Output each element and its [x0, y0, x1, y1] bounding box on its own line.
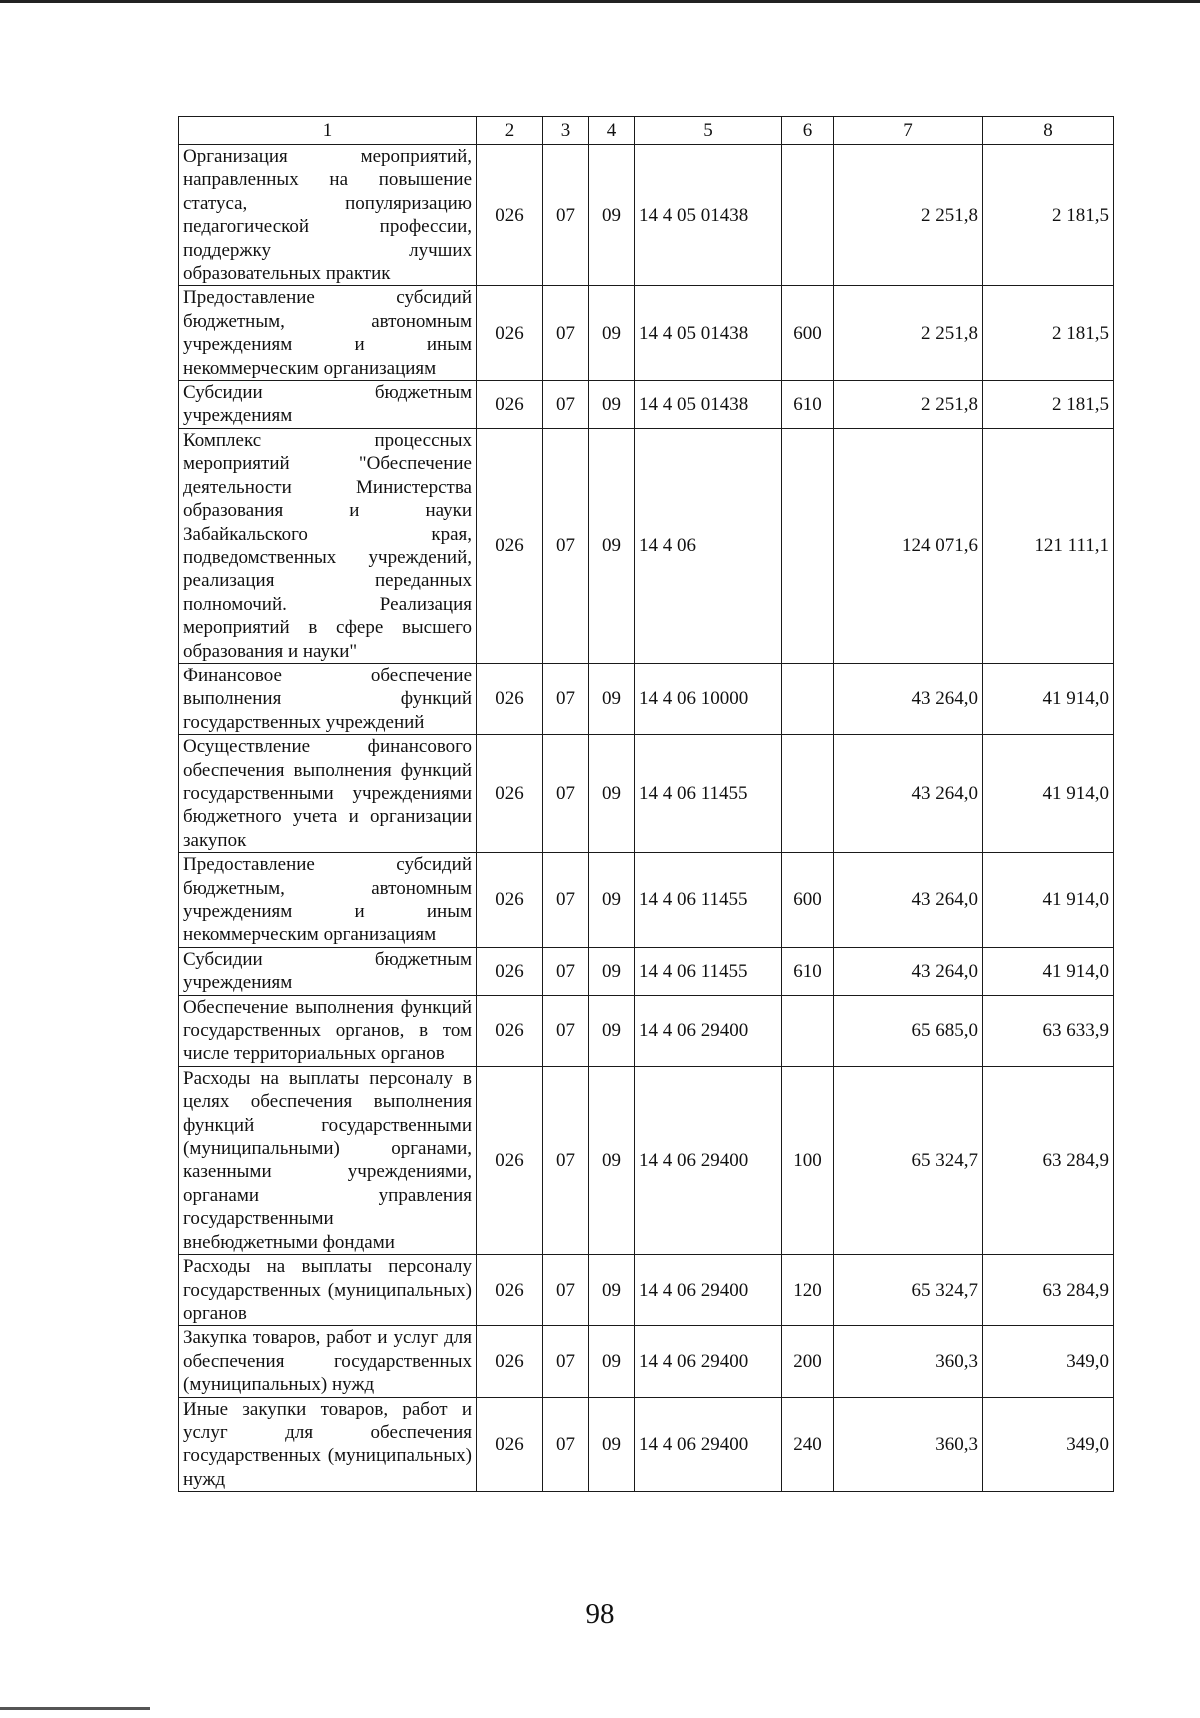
- expense-type-cell: 120: [782, 1255, 834, 1326]
- section-code-cell: 07: [543, 995, 589, 1066]
- amount-year1-cell: 43 264,0: [834, 663, 983, 734]
- ministry-code-cell: 026: [477, 1326, 543, 1397]
- amount-year1-cell: 2 251,8: [834, 145, 983, 286]
- target-article-cell: 14 4 06 29400: [635, 1255, 782, 1326]
- section-code-cell: 07: [543, 428, 589, 663]
- expense-type-cell: [782, 663, 834, 734]
- item-name-cell: Субсидии бюджетным учреждениям: [179, 381, 477, 429]
- amount-year2-cell: 41 914,0: [983, 947, 1114, 995]
- header-cell: 3: [543, 117, 589, 145]
- section-code-cell: 07: [543, 1326, 589, 1397]
- amount-year2-cell: 63 284,9: [983, 1066, 1114, 1254]
- expense-type-cell: 600: [782, 853, 834, 948]
- ministry-code-cell: 026: [477, 947, 543, 995]
- subsection-code-cell: 09: [589, 1255, 635, 1326]
- table-row: [179, 853, 1114, 948]
- target-article-cell: 14 4 06 11455: [635, 947, 782, 995]
- amount-year1-cell: 65 324,7: [834, 1255, 983, 1326]
- item-name-cell: Расходы на выплаты персоналу в целях обеспечения выполнения функций государственными (муниципальными) органами, казенными учреждениями, органами управления государственными внебюджетными фондами: [179, 1066, 477, 1254]
- subsection-code-cell: 09: [589, 286, 635, 381]
- subsection-code-cell: 09: [589, 853, 635, 948]
- table-row: [179, 1066, 1114, 1254]
- target-article-cell: 14 4 06 29400: [635, 1397, 782, 1492]
- table-row: [179, 286, 1114, 381]
- section-code-cell: 07: [543, 1066, 589, 1254]
- amount-year2-cell: 41 914,0: [983, 735, 1114, 853]
- table-row: [179, 1326, 1114, 1397]
- subsection-code-cell: 09: [589, 995, 635, 1066]
- table-row: [179, 381, 1114, 429]
- section-code-cell: 07: [543, 853, 589, 948]
- subsection-code-cell: 09: [589, 145, 635, 286]
- item-name-cell: Организация мероприятий, направленных на повышение статуса, популяризацию педагогической профессии, поддержку лучших образовательных практик: [179, 145, 477, 286]
- item-name-cell: Предоставление субсидий бюджетным, автономным учреждениям и иным некоммерческим организациям: [179, 853, 477, 948]
- expense-type-cell: 240: [782, 1397, 834, 1492]
- ministry-code-cell: 026: [477, 1255, 543, 1326]
- amount-year2-cell: 349,0: [983, 1326, 1114, 1397]
- subsection-code-cell: 09: [589, 1397, 635, 1492]
- subsection-code-cell: 09: [589, 381, 635, 429]
- amount-year1-cell: 43 264,0: [834, 947, 983, 995]
- amount-year2-cell: 2 181,5: [983, 381, 1114, 429]
- section-code-cell: 07: [543, 145, 589, 286]
- expense-type-cell: [782, 428, 834, 663]
- ministry-code-cell: 026: [477, 995, 543, 1066]
- ministry-code-cell: 026: [477, 1066, 543, 1254]
- expense-type-cell: 100: [782, 1066, 834, 1254]
- table-row: [179, 663, 1114, 734]
- target-article-cell: 14 4 05 01438: [635, 145, 782, 286]
- section-code-cell: 07: [543, 1255, 589, 1326]
- amount-year2-cell: 63 284,9: [983, 1255, 1114, 1326]
- item-name-cell: Финансовое обеспечение выполнения функций государственных учреждений: [179, 663, 477, 734]
- amount-year1-cell: 43 264,0: [834, 735, 983, 853]
- item-name-cell: Предоставление субсидий бюджетным, автономным учреждениям и иным некоммерческим организациям: [179, 286, 477, 381]
- scan-edge-top: [0, 0, 1200, 3]
- subsection-code-cell: 09: [589, 663, 635, 734]
- header-cell: 4: [589, 117, 635, 145]
- target-article-cell: 14 4 06 29400: [635, 1066, 782, 1254]
- item-name-cell: Комплекс процессных мероприятий "Обеспечение деятельности Министерства образования и науки Забайкальского края, подведомственных учреждений, реализация переданных полномочий. Реализация мероприятий в сфере высшего образования и науки": [179, 428, 477, 663]
- ministry-code-cell: 026: [477, 145, 543, 286]
- target-article-cell: 14 4 06 29400: [635, 1326, 782, 1397]
- table-row: [179, 735, 1114, 853]
- expense-type-cell: 610: [782, 381, 834, 429]
- target-article-cell: 14 4 05 01438: [635, 286, 782, 381]
- table-body: [179, 145, 1114, 1492]
- subsection-code-cell: 09: [589, 947, 635, 995]
- item-name-cell: Расходы на выплаты персоналу государственных (муниципальных) органов: [179, 1255, 477, 1326]
- table-row: [179, 995, 1114, 1066]
- target-article-cell: 14 4 06 29400: [635, 995, 782, 1066]
- section-code-cell: 07: [543, 663, 589, 734]
- amount-year1-cell: 360,3: [834, 1326, 983, 1397]
- header-cell: 6: [782, 117, 834, 145]
- section-code-cell: 07: [543, 1397, 589, 1492]
- amount-year2-cell: 63 633,9: [983, 995, 1114, 1066]
- table-row: [179, 947, 1114, 995]
- expense-type-cell: [782, 735, 834, 853]
- expense-type-cell: [782, 995, 834, 1066]
- expense-type-cell: 610: [782, 947, 834, 995]
- subsection-code-cell: 09: [589, 1066, 635, 1254]
- section-code-cell: 07: [543, 286, 589, 381]
- target-article-cell: 14 4 06: [635, 428, 782, 663]
- target-article-cell: 14 4 05 01438: [635, 381, 782, 429]
- header-cell: 8: [983, 117, 1114, 145]
- page-number: 98: [585, 1598, 615, 1630]
- item-name-cell: Закупка товаров, работ и услуг для обеспечения государственных (муниципальных) нужд: [179, 1326, 477, 1397]
- amount-year2-cell: 2 181,5: [983, 145, 1114, 286]
- ministry-code-cell: 026: [477, 428, 543, 663]
- amount-year1-cell: 65 685,0: [834, 995, 983, 1066]
- item-name-cell: Субсидии бюджетным учреждениям: [179, 947, 477, 995]
- amount-year2-cell: 2 181,5: [983, 286, 1114, 381]
- amount-year2-cell: 41 914,0: [983, 663, 1114, 734]
- amount-year1-cell: 43 264,0: [834, 853, 983, 948]
- section-code-cell: 07: [543, 947, 589, 995]
- section-code-cell: 07: [543, 381, 589, 429]
- header-cell: 7: [834, 117, 983, 145]
- amount-year1-cell: 2 251,8: [834, 286, 983, 381]
- amount-year2-cell: 121 111,1: [983, 428, 1114, 663]
- item-name-cell: Иные закупки товаров, работ и услуг для обеспечения государственных (муниципальных) нужд: [179, 1397, 477, 1492]
- target-article-cell: 14 4 06 11455: [635, 853, 782, 948]
- expense-type-cell: 200: [782, 1326, 834, 1397]
- expense-type-cell: [782, 145, 834, 286]
- table-row: [179, 1255, 1114, 1326]
- budget-table: [178, 116, 1114, 1492]
- ministry-code-cell: 026: [477, 1397, 543, 1492]
- amount-year2-cell: 349,0: [983, 1397, 1114, 1492]
- table-row: [179, 1397, 1114, 1492]
- header-cell: 2: [477, 117, 543, 145]
- header-cell: 1: [179, 117, 477, 145]
- target-article-cell: 14 4 06 11455: [635, 735, 782, 853]
- ministry-code-cell: 026: [477, 853, 543, 948]
- ministry-code-cell: 026: [477, 286, 543, 381]
- item-name-cell: Обеспечение выполнения функций государственных органов, в том числе территориальных органов: [179, 995, 477, 1066]
- amount-year2-cell: 41 914,0: [983, 853, 1114, 948]
- amount-year1-cell: 2 251,8: [834, 381, 983, 429]
- subsection-code-cell: 09: [589, 428, 635, 663]
- amount-year1-cell: 65 324,7: [834, 1066, 983, 1254]
- scan-edge-bottom: [0, 1707, 150, 1710]
- amount-year1-cell: 360,3: [834, 1397, 983, 1492]
- expense-type-cell: 600: [782, 286, 834, 381]
- section-code-cell: 07: [543, 735, 589, 853]
- item-name-cell: Осуществление финансового обеспечения выполнения функций государственными учреждениями бюджетного учета и организации закупок: [179, 735, 477, 853]
- table-row: [179, 428, 1114, 663]
- table-row: [179, 145, 1114, 286]
- target-article-cell: 14 4 06 10000: [635, 663, 782, 734]
- header-row: [179, 117, 1114, 145]
- amount-year1-cell: 124 071,6: [834, 428, 983, 663]
- ministry-code-cell: 026: [477, 381, 543, 429]
- ministry-code-cell: 026: [477, 663, 543, 734]
- header-cell: 5: [635, 117, 782, 145]
- subsection-code-cell: 09: [589, 1326, 635, 1397]
- subsection-code-cell: 09: [589, 735, 635, 853]
- ministry-code-cell: 026: [477, 735, 543, 853]
